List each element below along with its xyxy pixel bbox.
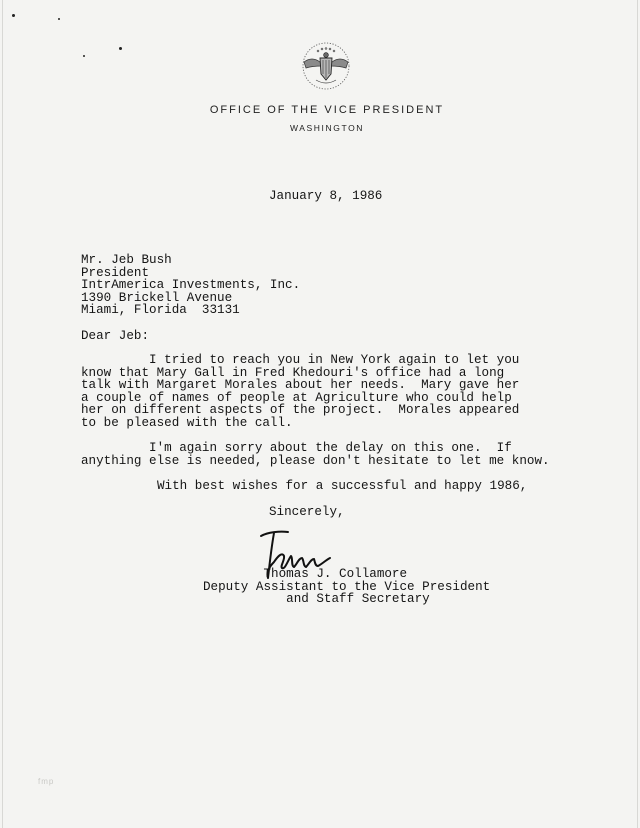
- body-line: I tried to reach you in New York again to let you: [81, 353, 520, 367]
- vice-president-seal-icon: [298, 40, 354, 92]
- address-line: IntrAmerica Investments, Inc.: [81, 278, 301, 293]
- archive-stamp: fmp: [38, 777, 55, 786]
- address-line: President: [81, 265, 150, 280]
- address-line: Mr. Jeb Bush: [81, 253, 172, 267]
- signer-title: Deputy Assistant to the Vice President: [203, 579, 491, 594]
- body-paragraph-1: [81, 354, 519, 430]
- body-line: I'm again sorry about the delay on this one. If: [81, 441, 512, 455]
- signer-name: Thomas J. Collamore: [203, 567, 408, 581]
- scan-speck: [58, 18, 60, 20]
- signer-title: and Staff Secretary: [203, 592, 430, 607]
- letterhead-office: OFFICE OF THE VICE PRESIDENT: [209, 104, 445, 116]
- address-line: 1390 Brickell Avenue: [81, 290, 233, 305]
- body-line: anything else is needed, please don't hesitate to let me know.: [81, 453, 550, 468]
- letterhead-city: WASHINGTON: [289, 123, 365, 133]
- salutation: Dear Jeb:: [81, 329, 150, 343]
- body-paragraph-2: [81, 442, 550, 467]
- scan-speck: [12, 14, 15, 17]
- recipient-address: [81, 254, 300, 317]
- letter-date: January 8, 1986: [269, 189, 383, 203]
- body-line: know that Mary Gall in Fred Khedouri's office had a long: [81, 365, 505, 380]
- scan-speck: [119, 47, 122, 50]
- body-line: a couple of names of people at Agriculture who could help: [81, 390, 512, 405]
- closing: Sincerely,: [269, 505, 345, 519]
- scan-speck: [83, 55, 85, 57]
- body-line: her on different aspects of the project. Morales appeared: [81, 403, 520, 418]
- best-wishes-line: With best wishes for a successful and happy 1986,: [157, 479, 528, 493]
- body-line: to be pleased with the call.: [81, 415, 293, 430]
- address-line: Miami, Florida 33131: [81, 303, 240, 318]
- signature-block: [203, 568, 490, 606]
- body-line: talk with Margaret Morales about her needs. Mary gave her: [81, 378, 520, 393]
